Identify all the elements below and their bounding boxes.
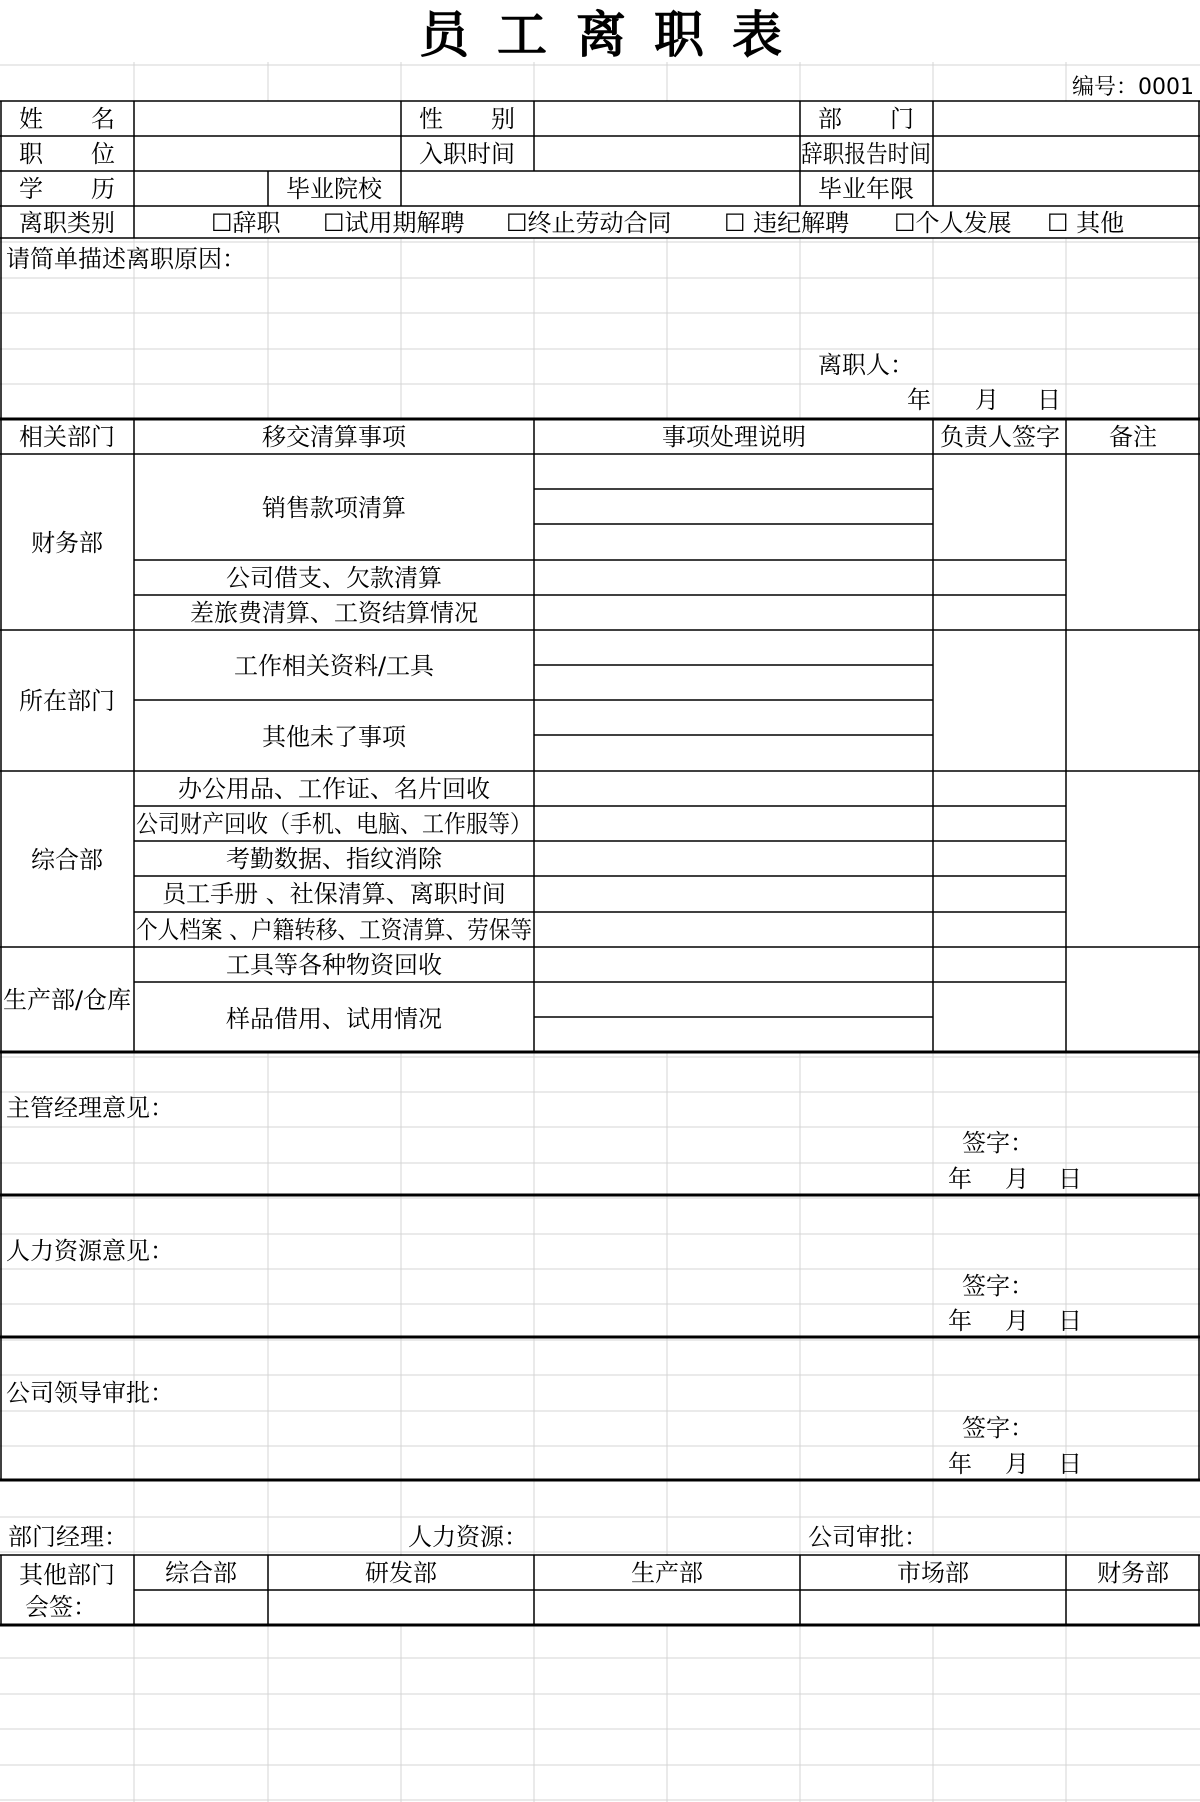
- option-personal-development-checkbox[interactable]: ☐个人发展: [894, 209, 1012, 237]
- leader-sign-label: 签字：: [962, 1414, 1034, 1442]
- grad-year-field[interactable]: [934, 172, 1198, 205]
- hire-date-field[interactable]: [535, 137, 799, 170]
- header-item-explanation: 事项处理说明: [662, 423, 806, 451]
- option-discipline-dismissal-checkbox[interactable]: ☐ 违纪解聘: [724, 209, 850, 237]
- label-gender: 性 别: [419, 105, 515, 133]
- school-field[interactable]: [402, 172, 799, 205]
- option-contract-termination-checkbox[interactable]: ☐终止劳动合同: [506, 209, 672, 237]
- item-cell: 工具等各种物资回收: [226, 951, 442, 979]
- item-cell: 考勤数据、指纹消除: [226, 845, 442, 873]
- leader-approval-section: [2, 1379, 1198, 1478]
- header-handover-items: 移交清算事项: [262, 423, 406, 451]
- header-responsible-sign: 负责人签字: [940, 423, 1060, 451]
- item-cell: 办公用品、工作证、名片回收: [178, 775, 490, 803]
- resigner-date: [907, 386, 1061, 414]
- option-resign-checkbox[interactable]: ☐辞职: [211, 209, 281, 237]
- education-field[interactable]: [135, 172, 267, 205]
- position-field[interactable]: [135, 137, 400, 170]
- item-cell: 个人档案 、户籍转移、工资清算、劳保等: [136, 916, 532, 944]
- other-dept-label: 其他部门: [19, 1561, 115, 1589]
- title-char: 员: [419, 6, 469, 64]
- footer-signoff-labels: [8, 1523, 928, 1551]
- option-other-checkbox[interactable]: ☐ 其他: [1047, 209, 1125, 237]
- item-cell: 公司财产回收（手机、电脑、工作服等）: [136, 810, 532, 838]
- dept-general-affairs: 综合部: [31, 846, 103, 874]
- label-education: 学 历: [19, 175, 115, 203]
- item-cell: 差旅费清算、工资结算情况: [190, 599, 478, 627]
- title-char: 工: [497, 6, 547, 64]
- item-cell: 工作相关资料/工具: [233, 652, 435, 680]
- resign-type-options[interactable]: [211, 209, 1124, 237]
- date-day: 日: [1058, 1450, 1082, 1478]
- countersign-label: 会签：: [25, 1593, 97, 1621]
- item-cell: 销售款项清算: [262, 494, 406, 522]
- reason-label: 请简单描述离职原因：: [6, 245, 246, 273]
- explanation-column-fields[interactable]: [535, 455, 932, 1051]
- countersign-general-field[interactable]: [135, 1591, 267, 1624]
- hr-sign-label: 签字：: [962, 1272, 1034, 1300]
- leader-approval-label: 公司领导审批：: [6, 1379, 174, 1407]
- date-year: 年: [948, 1165, 972, 1193]
- label-position: 职 位: [19, 140, 115, 168]
- countersign-production-field[interactable]: [535, 1591, 799, 1624]
- serial-number: 编号：0001: [1072, 75, 1194, 100]
- handover-input-cells: [535, 455, 1198, 1051]
- manager-sign-label: 签字：: [962, 1129, 1034, 1157]
- manager-opinion-section: [2, 1094, 1198, 1193]
- label-name: 姓 名: [19, 105, 115, 133]
- remark-column-fields[interactable]: [1067, 455, 1198, 1051]
- item-cell: 公司借支、欠款清算: [226, 564, 442, 592]
- dept-own: 所在部门: [19, 687, 115, 715]
- label-resign-report-date: 辞职报告时间: [801, 140, 931, 168]
- countersign-dept: 财务部: [1097, 1559, 1169, 1587]
- date-year: 年: [948, 1307, 972, 1335]
- date-month: 月: [1005, 1307, 1029, 1335]
- label-resign-type: 离职类别: [19, 209, 115, 237]
- hr-opinion-section: [2, 1237, 1198, 1335]
- title-char: 离: [576, 6, 626, 64]
- header-remark: 备注: [1109, 423, 1157, 451]
- dept-finance: 财务部: [31, 529, 103, 557]
- date-day: 日: [1058, 1307, 1082, 1335]
- dept-production-warehouse: 生产部/仓库: [2, 986, 132, 1014]
- date-month: 月: [1005, 1165, 1029, 1193]
- department-field[interactable]: [934, 102, 1198, 135]
- item-cell: 其他未了事项: [262, 723, 406, 751]
- option-probation-dismissal-checkbox[interactable]: ☐试用期解聘: [323, 209, 465, 237]
- date-day: 日: [1058, 1165, 1082, 1193]
- gender-field[interactable]: [535, 102, 799, 135]
- title-char: 职: [654, 6, 704, 64]
- countersign-dept: 生产部: [631, 1559, 703, 1587]
- resign-report-date-field[interactable]: [934, 137, 1198, 170]
- date-month: 月: [1005, 1450, 1029, 1478]
- date-day: 日: [1037, 386, 1061, 414]
- item-cell: 员工手册 、社保清算、离职时间: [162, 880, 506, 908]
- countersign-rd-field[interactable]: [269, 1591, 533, 1624]
- countersign-finance-field[interactable]: [1067, 1591, 1198, 1624]
- countersign-dept: 研发部: [365, 1559, 437, 1587]
- label-hire-date: 入职时间: [419, 140, 515, 168]
- label-school: 毕业院校: [286, 175, 382, 203]
- reason-text-area[interactable]: [2, 276, 1198, 366]
- header-related-dept: 相关部门: [19, 423, 115, 451]
- countersign-dept: 综合部: [165, 1559, 237, 1587]
- date-year: 年: [907, 386, 931, 414]
- title-char: 表: [732, 6, 782, 64]
- hr-opinion-label: 人力资源意见：: [6, 1237, 174, 1265]
- countersign-marketing-field[interactable]: [801, 1591, 1065, 1624]
- label-department: 部 门: [818, 105, 914, 133]
- dept-manager-label: 部门经理：: [8, 1523, 128, 1551]
- item-cell: 样品借用、试用情况: [226, 1005, 442, 1033]
- responsible-sign-column-fields[interactable]: [934, 455, 1065, 1051]
- name-field[interactable]: [135, 102, 400, 135]
- company-approve-label: 公司审批：: [808, 1523, 928, 1551]
- countersign-input-cells: [135, 1591, 1198, 1624]
- resigner-label: 离职人：: [818, 351, 914, 379]
- date-year: 年: [948, 1450, 972, 1478]
- hr-label: 人力资源：: [408, 1523, 528, 1551]
- label-grad-year: 毕业年限: [818, 175, 914, 203]
- manager-opinion-label: 主管经理意见：: [6, 1094, 174, 1122]
- countersign-dept: 市场部: [897, 1559, 969, 1587]
- date-month: 月: [975, 386, 999, 414]
